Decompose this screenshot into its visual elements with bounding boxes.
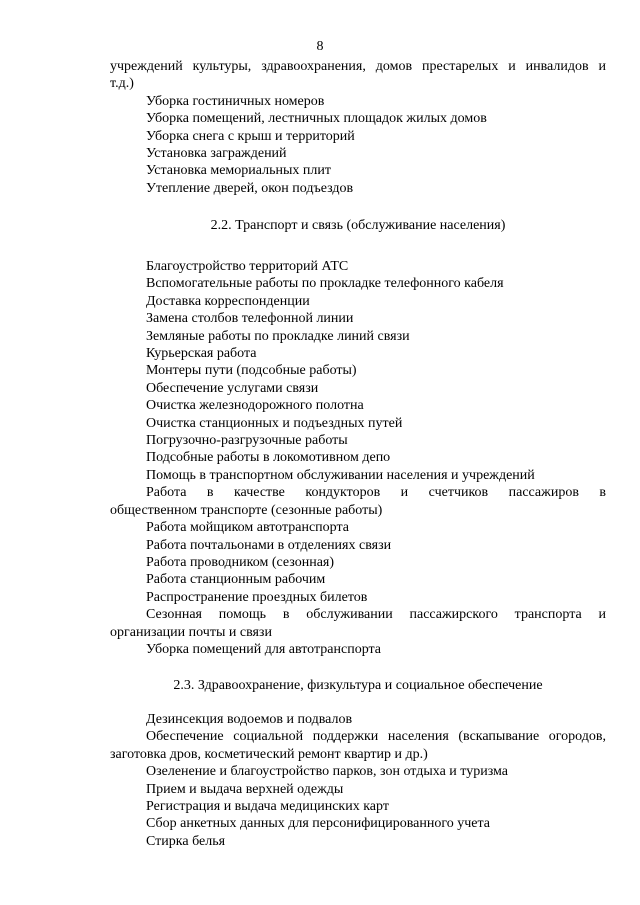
list-item-social-line-2: заготовка дров, косметический ремонт квартир и др.) [110, 746, 428, 762]
list-item: Обеспечение услугами связи [146, 380, 319, 396]
list-item: Уборка гостиничных номеров [146, 93, 325, 109]
list-item: Подсобные работы в локомотивном депо [146, 450, 391, 466]
list-item: Погрузочно-разгрузочные работы [146, 433, 348, 449]
list-item: Работа почтальонами в отделениях связи [146, 537, 392, 553]
list-item: Помощь в транспортном обслуживании населения и учреждений [146, 467, 535, 483]
list-item: Монтеры пути (подсобные работы) [146, 363, 357, 379]
list-item: Очистка железнодорожного полотна [146, 398, 364, 414]
list-item: Земляные работы по прокладке линий связи [146, 328, 410, 344]
list-item: Установка заграждений [146, 146, 287, 162]
list-item: Работа проводником (сезонная) [146, 554, 335, 570]
list-item-conductors-line-1: Работа в качестве кондукторов и счетчиков пассажиров в [146, 485, 606, 501]
section-heading-2-2: 2.2. Транспорт и связь (обслуживание населения) [210, 218, 506, 233]
list-item: Прием и выдача верхней одежды [146, 781, 344, 797]
page-number: 8 [316, 39, 324, 54]
list-item: Уборка помещений для автотранспорта [146, 641, 382, 657]
section-2-3-list [110, 711, 606, 850]
list-item-seasonal-line-2: организации почты и связи [110, 624, 272, 640]
section-2-2-list [110, 258, 606, 658]
list-item: Сбор анкетных данных для персонифицированного учета [146, 816, 491, 832]
list-item-social-line-1: Обеспечение социальной поддержки населения (вскапывание огородов, [146, 729, 606, 745]
continuation-line-2: т.д.) [110, 76, 134, 92]
list-item-conductors-line-2: общественном транспорте (сезонные работы) [110, 502, 383, 518]
list-item: Замена столбов телефонной линии [146, 311, 354, 327]
list-item: Дезинсекция водоемов и подвалов [146, 712, 353, 727]
list-item: Благоустройство территорий АТС [146, 259, 349, 274]
list-item: Стирка белья [146, 833, 226, 849]
list-item: Вспомогательные работы по прокладке телефонного кабеля [146, 276, 504, 292]
list-item: Уборка снега с крыш и территорий [146, 128, 355, 144]
section-heading-2-3: 2.3. Здравоохранение, физкультура и социальное обеспечение [173, 678, 543, 693]
list-item: Озеленение и благоустройство парков, зон отдыха и туризма [146, 764, 509, 780]
list-item: Распространение проездных билетов [146, 589, 368, 605]
continuation-block [110, 58, 606, 197]
continuation-line-1: учреждений культуры, здравоохранения, домов престарелых и инвалидов и [110, 59, 606, 74]
list-item: Очистка станционных и подъездных путей [146, 415, 403, 431]
list-item: Уборка помещений, лестничных площадок жилых домов [146, 111, 487, 127]
list-item: Работа станционным рабочим [146, 572, 326, 588]
list-item: Доставка корреспонденции [146, 293, 310, 309]
list-item: Утепление дверей, окон подъездов [146, 180, 354, 196]
list-item: Работа мойщиком автотранспорта [146, 520, 349, 536]
list-item: Курьерская работа [146, 346, 257, 362]
list-item-seasonal-line-1: Сезонная помощь в обслуживании пассажирского транспорта и [146, 607, 606, 623]
list-item: Регистрация и выдача медицинских карт [146, 799, 389, 815]
list-item: Установка мемориальных плит [146, 163, 331, 179]
